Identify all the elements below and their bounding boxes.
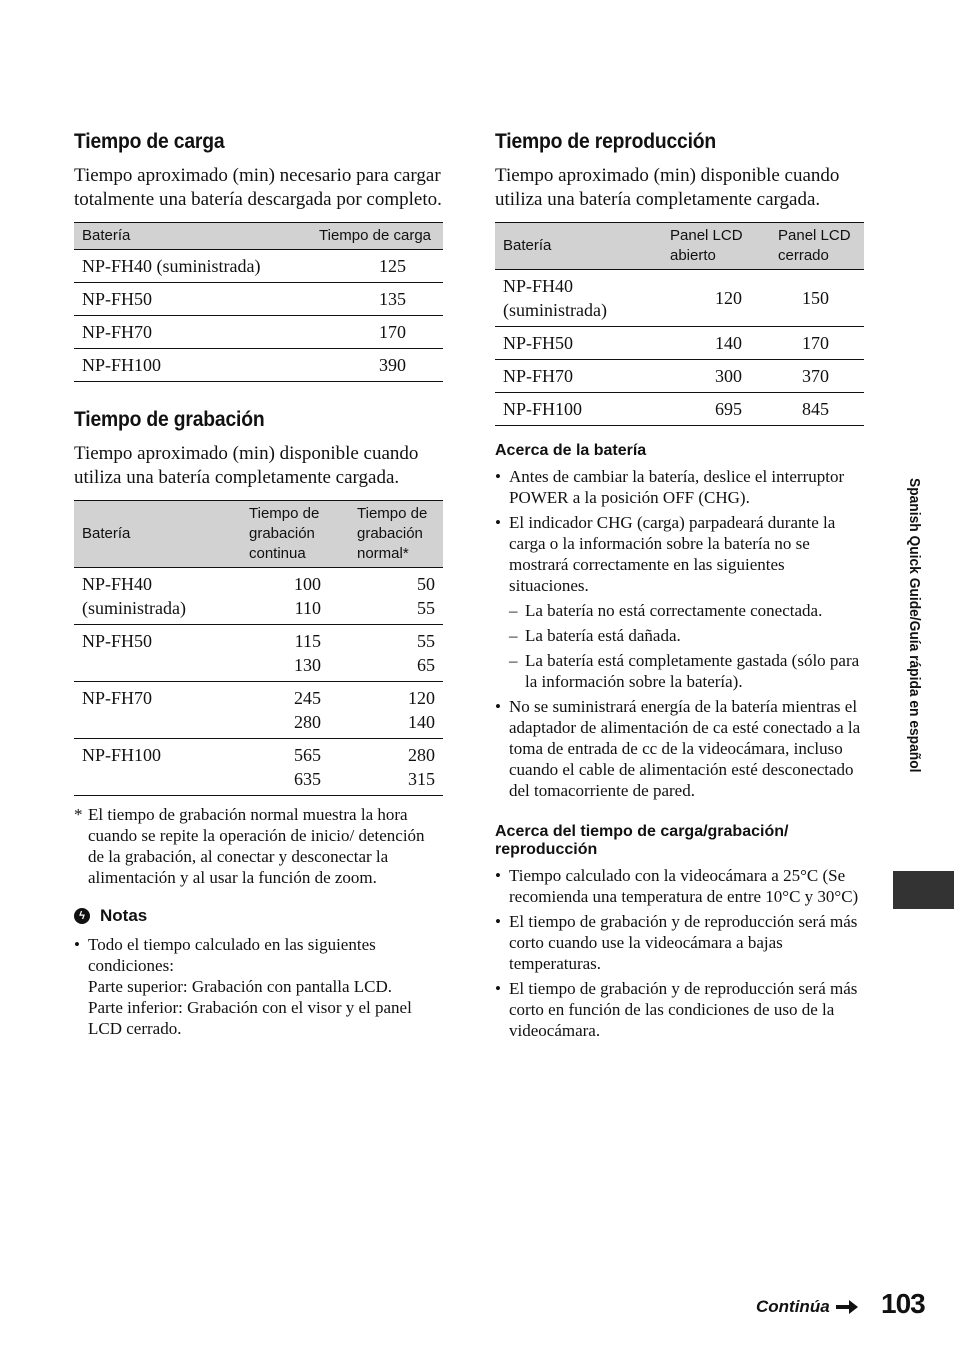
cell-charge-time: 170 <box>311 316 443 349</box>
left-column <box>74 130 443 1043</box>
col-header-lcd-open: Panel LCD abierto <box>662 223 770 270</box>
lightning-icon: ϟ <box>74 908 90 924</box>
about-battery-heading: Acerca de la batería <box>495 442 647 459</box>
playback-time-intro: Tiempo aproximado (min) disponible cuando utiliza una batería completamente cargada. <box>495 165 840 210</box>
cell-battery: NP-FH100 <box>74 349 311 382</box>
cell-lcd-closed: 845 <box>770 393 864 426</box>
cell-lcd-closed: 170 <box>770 327 864 360</box>
playback-time-table <box>495 222 864 426</box>
list-item: • Tiempo calculado con la videocámara a 25°C (Se recomienda una temperatura de entre 10°C y 30°C) <box>495 865 864 907</box>
table-row <box>495 270 864 327</box>
notes-heading <box>74 906 443 926</box>
list-item: – La batería está completamente gastada (sólo para la información sobre la batería). <box>509 650 864 692</box>
cell-battery: NP-FH70 <box>74 316 311 349</box>
cell-lcd-closed: 370 <box>770 360 864 393</box>
right-column <box>495 130 864 1045</box>
cell-normal: 55 65 <box>349 625 443 682</box>
cell-charge-time: 135 <box>311 283 443 316</box>
table-row <box>495 327 864 360</box>
table-row <box>495 360 864 393</box>
cell-battery: NP-FH100 <box>74 739 241 796</box>
arrow-right-icon <box>836 1300 858 1314</box>
list-item: • El tiempo de grabación y de reproducción será más corto en función de las condiciones de uso de la videocámara. <box>495 978 864 1041</box>
cell-charge-time: 125 <box>311 250 443 283</box>
list-item: • Todo el tiempo calculado en las siguientes condiciones: Parte superior: Grabación con pantalla LCD. Parte inferior: Grabación con el visor y el panel LCD cerrado. <box>74 934 443 1039</box>
table-row <box>74 349 443 382</box>
cell-continuous: 115 130 <box>241 625 349 682</box>
cell-battery: NP-FH50 <box>495 327 662 360</box>
cell-lcd-open: 140 <box>662 327 770 360</box>
col-header-continuous: Tiempo de grabación continua <box>241 501 349 568</box>
recording-time-table <box>74 500 443 796</box>
cell-battery: NP-FH40 (suministrada) <box>74 568 241 625</box>
cell-battery: NP-FH40 (suministrada) <box>495 270 662 327</box>
list-item: – La batería no está correctamente conectada. <box>509 600 864 621</box>
about-battery-list <box>495 466 864 801</box>
col-header-battery: Batería <box>74 501 241 568</box>
table-row <box>495 393 864 426</box>
table-row <box>74 625 443 682</box>
cell-continuous: 565 635 <box>241 739 349 796</box>
cell-charge-time: 390 <box>311 349 443 382</box>
col-header-battery: Batería <box>74 223 311 250</box>
recording-footnote <box>74 804 443 888</box>
table-row <box>74 682 443 739</box>
cell-normal: 280 315 <box>349 739 443 796</box>
col-header-normal: Tiempo de grabación normal* <box>349 501 443 568</box>
charge-time-table <box>74 222 443 382</box>
cell-battery: NP-FH40 (suministrada) <box>74 250 311 283</box>
page-number: 103 <box>881 1288 925 1319</box>
recording-time-intro: Tiempo aproximado (min) disponible cuando utiliza una batería completamente cargada. <box>74 443 419 488</box>
list-item: • Antes de cambiar la batería, deslice el interruptor POWER a la posición OFF (CHG). <box>495 466 864 508</box>
col-header-battery: Batería <box>495 223 662 270</box>
charge-time-heading: Tiempo de carga <box>74 130 225 153</box>
about-times-heading: Acerca del tiempo de carga/grabación/ reproducción <box>495 823 789 858</box>
cell-continuous: 100 110 <box>241 568 349 625</box>
notes-title: Notas <box>100 906 148 925</box>
continues-label: Continúa <box>756 1297 830 1316</box>
cell-normal: 120 140 <box>349 682 443 739</box>
footnote-text: El tiempo de grabación normal muestra la hora cuando se repite la operación de inicio/ detención de la grabación, al conectar y desconectar la alimentación y al usar la función de zoom. <box>88 805 425 887</box>
list-item: • No se suministrará energía de la batería mientras el adaptador de alimentación de ca esté conectado a la toma de entrada de cc de la videocámara, incluso cuando el cable de alimentación esté desconectado del tomacorriente de pared. <box>495 696 864 801</box>
col-header-lcd-closed: Panel LCD cerrado <box>770 223 864 270</box>
about-times-list <box>495 865 864 1041</box>
col-header-charge-time: Tiempo de carga <box>311 223 443 250</box>
cell-lcd-open: 300 <box>662 360 770 393</box>
cell-battery: NP-FH50 <box>74 625 241 682</box>
cell-battery: NP-FH70 <box>74 682 241 739</box>
continues-indicator <box>756 1297 858 1317</box>
cell-lcd-closed: 150 <box>770 270 864 327</box>
notes-list <box>74 934 443 1039</box>
cell-battery: NP-FH100 <box>495 393 662 426</box>
cell-lcd-open: 695 <box>662 393 770 426</box>
table-row <box>74 283 443 316</box>
playback-time-heading: Tiempo de reproducción <box>495 130 717 153</box>
recording-time-heading: Tiempo de grabación <box>74 408 265 431</box>
cell-lcd-open: 120 <box>662 270 770 327</box>
charge-time-intro: Tiempo aproximado (min) necesario para cargar totalmente una batería descargada por completo. <box>74 165 442 210</box>
section-tab-marker <box>893 871 954 909</box>
table-row <box>74 316 443 349</box>
list-item: • El tiempo de grabación y de reproducción será más corto cuando use la videocámara a bajas temperaturas. <box>495 911 864 974</box>
table-row <box>74 250 443 283</box>
table-row <box>74 568 443 625</box>
table-row <box>74 739 443 796</box>
cell-continuous: 245 280 <box>241 682 349 739</box>
cell-battery: NP-FH70 <box>495 360 662 393</box>
cell-normal: 50 55 <box>349 568 443 625</box>
list-item: • El indicador CHG (carga) parpadeará durante la carga o la información sobre la batería no se mostrará correctamente en las siguientes situaciones. – La batería no está correctamente conectada. – La batería está dañada. – La batería está completamente gastada (sólo para la información sobre la batería). <box>495 512 864 692</box>
situations-list <box>509 600 864 692</box>
side-section-label: Spanish Quick Guide/Guía rápida en español <box>906 478 923 773</box>
list-item: – La batería está dañada. <box>509 625 864 646</box>
cell-battery: NP-FH50 <box>74 283 311 316</box>
footnote-mark: * <box>74 805 83 824</box>
